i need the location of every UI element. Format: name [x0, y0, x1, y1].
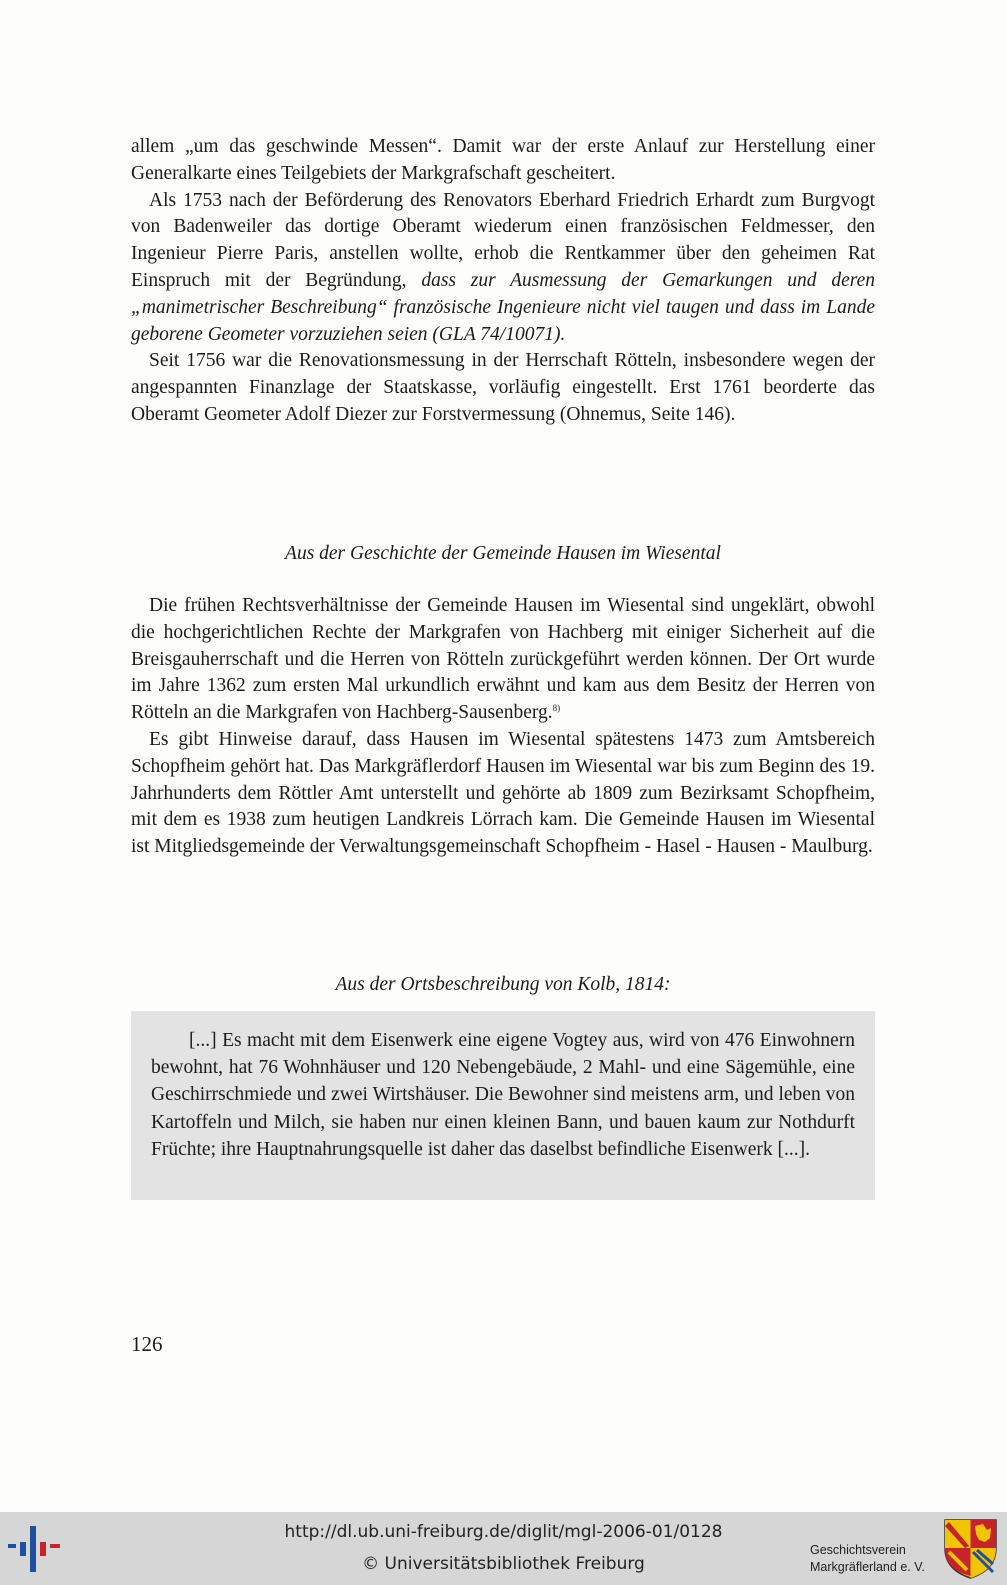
paragraph-italic-citation: dass zur Ausmessung der Gemarkungen und deren „manimetrischer Beschreibung“ französische Ingenieure nicht viel taugen und dass im Lande geborene Geometer vorzuziehen seien (GLA 74/10071).: [131, 269, 875, 345]
quote-text: [...] Es macht mit dem Eisenwerk eine eigene Vogtey aus, wird von 476 Einwohnern bewohnt, hat 76 Wohnhäuser und 120 Nebengebäude, 2 Mahl- und eine Sägemühle, eine Geschirrschmiede und zwei Wirtshäuser. Die Bewohner sind meistens arm, und leben von Kartoffeln und Milch, sie haben nur einen kleinen Bann, und bauen kaum zur Nothdurft Früchte; ihre Hauptnahrungsquelle ist daher das daselbst befindliche Eisenwerk [...].: [151, 1030, 855, 1160]
footer-copyright: © Universitätsbibliothek Freiburg: [362, 1554, 645, 1574]
markgraeflerland-crest-icon: [943, 1518, 998, 1580]
body-text-block: [131, 593, 875, 861]
paragraph: allem „um das geschwinde Messen“. Damit war der erste Anlauf zur Herstellung einer Generalkarte eines Teilgebiets der Markgrafschaft gescheitert.: [131, 136, 875, 184]
society-name-line: Markgräflerland e. V.: [810, 1560, 925, 1574]
society-name-line: Geschichtsverein: [810, 1543, 906, 1557]
paragraph-text: Die frühen Rechtsverhältnisse der Gemeinde Hausen im Wiesental sind ungeklärt, obwohl die hochgerichtlichen Rechte der Markgrafen von Hachberg mit einiger Sicherheit auf die Breisgauherrschaft und die Herren von Rötteln zurückgeführt werden können. Der Ort wurde im Jahre 1362 zum ersten Mal urkundlich erwähnt und kam aus dem Besitz der Herren von Rötteln an die Markgrafen von Hachberg-Sausenberg.: [131, 595, 875, 724]
body-text-block: [131, 134, 875, 429]
footer-bar: [0, 1512, 1007, 1585]
section-heading: Aus der Ortsbeschreibung von Kolb, 1814:: [335, 974, 671, 995]
page-number: 126: [131, 1332, 163, 1356]
quote-box: [131, 1011, 875, 1200]
paragraph: [131, 188, 875, 349]
paragraph-text: Als 1753 nach der Beförderung des Renovators Eberhard Friedrich Erhardt zum Burgvogt von Badenweiler das dortige Oberamt wiederum einen französischen Feldmesser, den Ingenieur Pierre Paris, anstellen wollte, erhob die Rentkammer über den geheimen Rat Einspruch mit der Begründung,: [131, 189, 875, 291]
section-heading: Aus der Geschichte der Gemeinde Hausen im Wiesental: [285, 543, 721, 564]
footer-url-link[interactable]: http://dl.ub.uni-freiburg.de/diglit/mgl-2006-01/0128: [284, 1522, 723, 1542]
footnote-marker: 8): [552, 703, 561, 714]
society-name: [810, 1542, 940, 1576]
paragraph: Seit 1756 war die Renovationsmessung in der Herrschaft Rötteln, insbesondere wegen der angespannten Finanzlage der Staatskasse, vorläufig eingestellt. Erst 1761 beorderte das Oberamt Geometer Adolf Diezer zur Forstvermessung (Ohnemus, Seite 146).: [131, 350, 875, 425]
paragraph: Es gibt Hinweise darauf, dass Hausen im Wiesental spätestens 1473 zum Amtsbereich Schopfheim gehört hat. Das Markgräflerdorf Hausen im Wiesental war bis zum Beginn des 19. Jahrhunderts dem Röttler Amt unterstellt und gehörte ab 1809 zum Bezirksamt Schopfheim, mit dem es 1938 zum heutigen Landkreis Lörrach kam. Die Gemeinde Hausen im Wiesental ist Mitgliedsgemeinde der Verwaltungsgemeinschaft Schopfheim - Hasel - Hausen - Maulburg.: [131, 728, 875, 858]
paragraph: [131, 593, 875, 727]
